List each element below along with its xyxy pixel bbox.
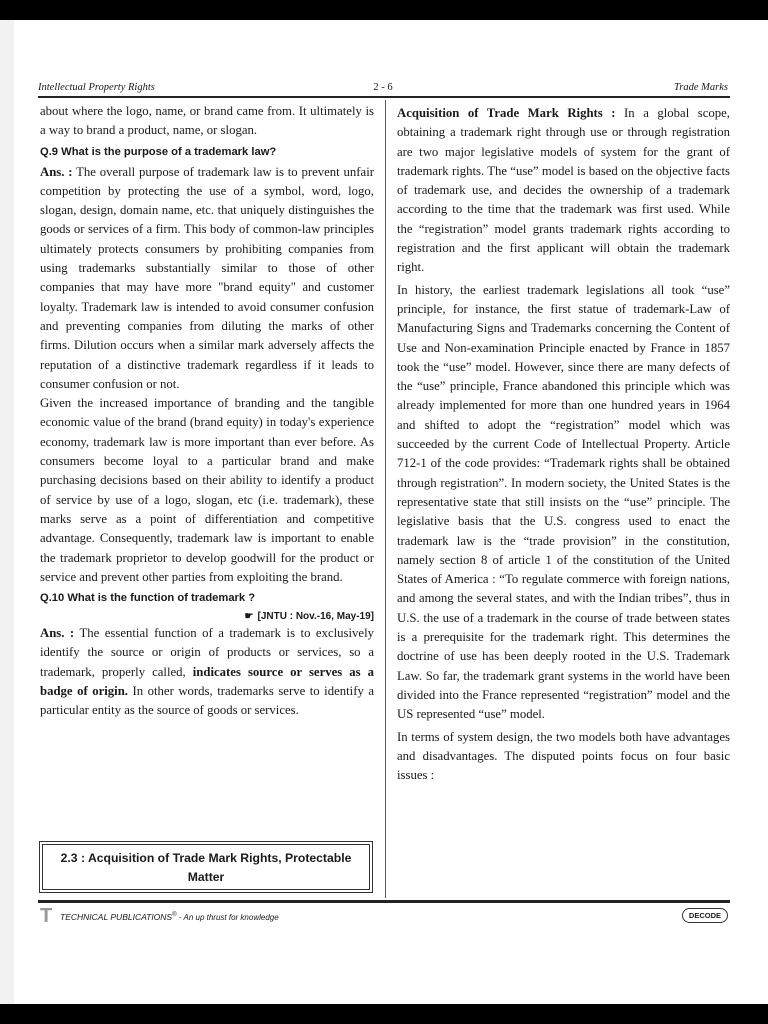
paragraph-acquisition [397,104,730,278]
publisher-logo-icon: T [40,905,53,927]
header-book-title: Intellectual Property Rights [38,82,155,93]
scan-top-border [0,0,768,20]
pointing-hand-icon: ☛ [244,611,254,623]
left-column [40,102,374,721]
question-10-answer [40,624,374,720]
exam-reference-text: [JNTU : Nov.-16, May-19] [257,611,374,623]
exam-reference [40,609,374,624]
paragraph-history: In history, the earliest trademark legislations all took “use” principle, for instance, the first statue of trademark-Law of Manufacturing Signs and Trademarks concerning the Content of Use and Non-examination Principle enacted by France in 1857 took the “use” model. However, since there are many defects of the “use” principle, France abandoned this principle which was already implemented for more than one hundred years in 1964 and shifted to adopt the “registration” model which was succeeded by the current Code of Intellectual Property. Article 712-1 of the code provides: “Trademark rights shall be obtained through registration”. In modern society, the United States is the representative state that still insists on the “use” principle. The legislative basis that the U.S. congress used to enact the trademark law is the “trade provision” in the constitution, namely section 8 of article 1 of the constitution of the United States of America : “To regulate commerce with foreign nations, and among the several states, and with the Indian tribes”, thus in U.S. the use of a trademark in the course of trade between states is a prerequisite for the trademark right. This determines the doctrine of use has been deeply rooted in the U.S. Trademark Law. So far, the trademark grant systems in the world have been divided into the France represented “registration” model and the US represented “use” model. [397,282,730,722]
page-edge-shadow [0,20,14,1004]
question-10-heading: Q.10 What is the function of trademark ? [40,592,256,605]
question-9-answer [40,163,374,395]
paragraph-branding: Given the increased importance of branding and the tangible economic value of the brand (brand equity) in today's experience economy, trademark law is more important than ever before. As consumers become loyal to a particular brand and make purchasing decisions based on their ability to identify a product of service by use of a logo, slogan, etc (i.e. trademark), these marks serve as a point of differentiation and competitive advantage. Consequently, trademark law is important to enable the trademark proprietor to develop goodwill for the product or service and prevent other parties from exploiting the brand. [40,396,374,584]
header-rule [38,96,730,98]
section-heading-box: 2.3 : Acquisition of Trade Mark Rights, Protectable Matter [42,844,370,890]
answer-emphasis: indicates source or serves as a badge of origin. [40,664,374,699]
scan-bottom-border [0,1004,768,1024]
header-chapter-title: Trade Marks [674,82,728,93]
answer-text: The overall purpose of trademark law is to prevent unfair competition by protecting the use of a symbol, word, logo, slogan, design, domain name, etc. that uniquely distinguishes the goods or services of a firm. This body of common-law principles ultimately protects consumers by prohibiting companies from using trademarks substantially similar to those of other companies that may have more "brand equity" and customer loyalty. Trademark law is intended to avoid consumer confusion and preventing companies from diluting the marks of other firms. Dilution occurs when a similar mark adversely affects the reputation of a distinctive trademark regardless if it leads to consumer confusion or not. [40,164,374,391]
publisher-name [60,912,279,922]
paragraph-lead: Acquisition of Trade Mark Rights : [397,106,616,120]
answer-label: Ans. : [40,164,73,179]
column-divider [385,100,386,898]
answer-text: The essential function of a trademark is to exclusively identify the source or origin of products or services, so a trademark, properly called, [40,626,374,679]
footer-rule [38,900,730,903]
decode-logo: DECODE [682,908,728,923]
publisher-tagline: - An up thrust for knowledge [178,913,279,922]
answer-label: Ans. : [40,626,75,641]
page-footer [38,906,730,930]
answer-text-end: In other words, trademarks serve to identify a particular entity as the source of goods or services. [40,684,374,718]
paragraph-text: In a global scope, obtaining a trademark right through use or through registration are two major legislative models of system for the grant of trademark rights. The “use” model is based on the objective facts of trademark use, and decides the ownership of a trademark according to the time that the trademark was first used. While the “registration” model grants trademark rights according to registration and the first applicant will obtain the trademark right. [397,106,730,275]
header-page-number: 2 - 6 [373,82,393,93]
right-column [397,104,730,785]
paragraph-continuation: about where the logo, name, or brand came from. It ultimately is a way to brand a product, name, or slogan. [40,104,374,138]
question-9-heading: Q.9 What is the purpose of a trademark law? [40,145,277,158]
paragraph-system-design: In terms of system design, the two models both have advantages and disadvantages. The disputed points focus on four basic issues : [397,729,730,783]
page-header [38,80,728,96]
registered-mark: ® [172,912,177,919]
publisher-text: TECHNICAL PUBLICATIONS [60,912,173,922]
